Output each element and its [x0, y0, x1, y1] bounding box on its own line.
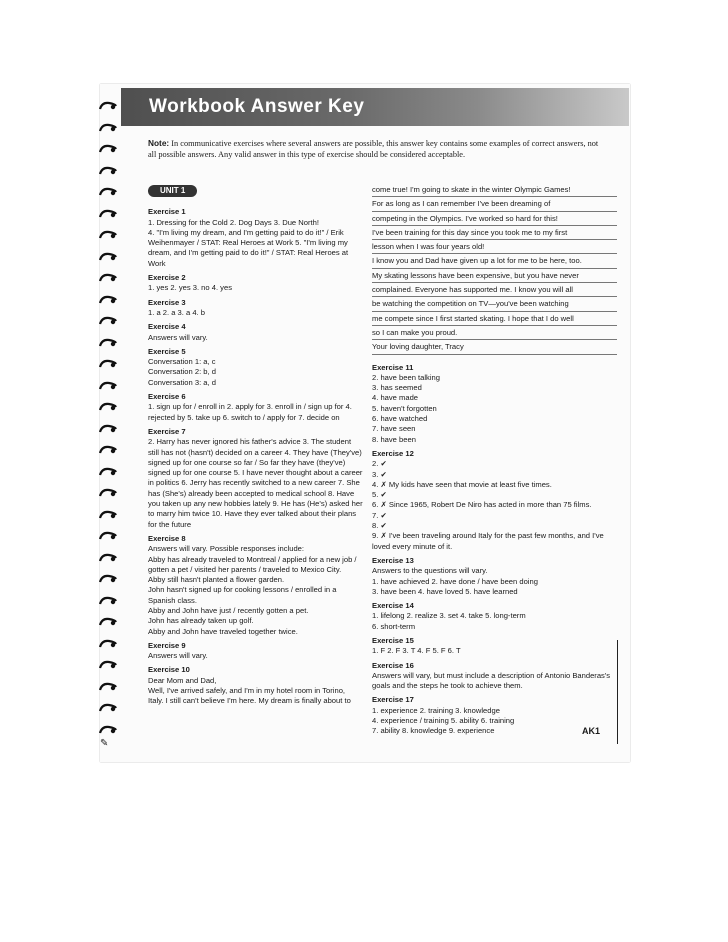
- answer-line: 4. experience / training 5. ability 6. training: [372, 716, 515, 726]
- answer-line: 2. Harry has never ignored his father's advice 3. The student still has not (hasn't) decided on a career 4. They have (They've) signed up for one course so far / So far they have (they've) signed up for one course 5. I have never thought about a career in politics 6. Jerry has recently switched to a new career 7. She has (She's) already been accepted to medical school 8. Have you taken up any new hobbies lately 9. He has (He's) asked her to marry him twice 10. Have they ever talked about their plans for the future: [148, 437, 363, 529]
- answer-line: Abby and John have just / recently gotten a pet.: [148, 605, 309, 615]
- answer-line: Abby still hasn't planted a flower garden.: [148, 575, 285, 585]
- binding-ring: [98, 552, 118, 564]
- answer-line: Well, I've arrived safely, and I'm in my hotel room in Torino,: [148, 686, 346, 696]
- binding-ring: [98, 616, 118, 628]
- letter-line: competing in the Olympics. I've worked so hard for this!: [372, 214, 617, 226]
- note-text: In communicative exercises where several answers are possible, this answer key contains some examples of correct answers, not all possible answers. Any valid answer in this type of exercise should be considered acceptable.: [148, 139, 599, 159]
- binding-ring: [98, 509, 118, 521]
- answer-line: 8. have been: [372, 434, 416, 444]
- answer-line: 1. experience 2. training 3. knowledge: [372, 705, 500, 715]
- answer-line: Abby has already traveled to Montreal / applied for a new job / gotten a pet / visited her parents / traveled to Mexico City.: [148, 554, 357, 574]
- spiral-binding: [98, 100, 120, 750]
- answer-line: 1. Dressing for the Cold 2. Dog Days 3. Due North!: [148, 217, 319, 227]
- exercise-title: Exercise 9: [148, 640, 186, 650]
- binding-ring: [98, 186, 118, 198]
- exercise-title: Exercise 12: [372, 448, 414, 458]
- binding-ring: [98, 358, 118, 370]
- exercise-title: Exercise 3: [148, 297, 186, 307]
- answer-line: 7. have seen: [372, 424, 416, 434]
- exercise-title: Exercise 10: [148, 665, 190, 675]
- page-title: Workbook Answer Key: [149, 96, 365, 117]
- page-edge-mark: [617, 640, 626, 744]
- letter-line: I know you and Dad have given up a lot for me to be here, too.: [372, 256, 617, 268]
- exercise-title: Exercise 6: [148, 392, 186, 402]
- answer-line: 3. ✔: [372, 469, 387, 479]
- answer-line: 7. ✔: [372, 510, 387, 520]
- note-label: Note:: [148, 138, 170, 148]
- left-column: [148, 185, 363, 707]
- letter-line: be watching the competition on TV—you've been watching: [372, 299, 617, 311]
- answer-line: 1. sign up for / enroll in 2. apply for 3. enroll in / sign up for 4. rejected by 5. take up 6. switch to / apply for 7. decide on: [148, 402, 352, 422]
- letter-line: I've been training for this day since you took me to my first: [372, 228, 617, 240]
- exercise-title: Exercise 15: [372, 635, 414, 645]
- answer-line: Conversation 3: a, d: [148, 377, 216, 387]
- binding-ring: [98, 423, 118, 435]
- binding-ring: [98, 681, 118, 693]
- answer-line: 7. ability 8. knowledge 9. experience: [372, 726, 495, 736]
- answer-line: Answers will vary. Possible responses include:: [148, 544, 305, 554]
- exercise-title: Exercise 2: [148, 273, 186, 283]
- letter-line: For as long as I can remember I've been dreaming of: [372, 199, 617, 211]
- binding-ring: [98, 659, 118, 671]
- binding-ring: [98, 122, 118, 134]
- answer-line: Answers will vary, but must include a description of Antonio Banderas's goals and the steps he took to achieve them.: [372, 670, 611, 691]
- letter-line: come true! I'm going to skate in the winter Olympic Games!: [372, 185, 617, 197]
- binding-ring: [98, 380, 118, 392]
- answer-line: 5. haven't forgotten: [372, 403, 437, 413]
- exercise-title: Exercise 14: [372, 601, 414, 611]
- exercise-title: Exercise 17: [372, 695, 414, 705]
- answer-line: Abby and John have traveled together twice.: [148, 626, 298, 636]
- exercise-title: Exercise 11: [372, 362, 414, 372]
- binding-ring: [98, 573, 118, 585]
- letter-line: My skating lessons have been expensive, but you have never: [372, 271, 617, 283]
- answer-line: John hasn't signed up for cooking lessons / enrolled in a Spanish class.: [148, 585, 337, 605]
- exercise-title: Exercise 1: [148, 207, 186, 217]
- unit-badge: UNIT 1: [148, 185, 197, 197]
- answer-line: Conversation 1: a, c: [148, 357, 216, 367]
- binding-ring: [98, 165, 118, 177]
- answer-line: 6. short-term: [372, 621, 416, 631]
- answer-line: 2. have been talking: [372, 372, 440, 382]
- exercise-title: Exercise 5: [148, 346, 186, 356]
- exercise-title: Exercise 13: [372, 555, 414, 565]
- answer-line: 3. has seemed: [372, 383, 422, 393]
- binding-ring: [98, 724, 118, 736]
- letter-line: lesson when I was four years old!: [372, 242, 617, 254]
- answer-line: 4. have made: [372, 393, 419, 403]
- answer-line: 1. a 2. a 3. a 4. b: [148, 307, 205, 317]
- binding-ring: [98, 444, 118, 456]
- answer-line: 1. F 2. F 3. T 4. F 5. F 6. T: [372, 646, 461, 656]
- answer-line: 4. ✗ My kids have seen that movie at least five times.: [372, 479, 552, 489]
- letter-line: so I can make you proud.: [372, 328, 617, 340]
- exercise-title: Exercise 4: [148, 322, 186, 332]
- binding-ring: [98, 294, 118, 306]
- binding-ring: [98, 229, 118, 241]
- answer-line: 4. "I'm living my dream, and I'm getting paid to do it!" / Erik Weihenmayer / STAT: Real Heroes at Work 5. "I'm living my dream, and I'm getting paid to do it!" / STAT: Real Heroes at Work: [148, 227, 349, 268]
- answer-line: 1. have achieved 2. have done / have been doing: [372, 576, 538, 586]
- binding-ring: [98, 595, 118, 607]
- answer-line: 3. have been 4. have loved 5. have learned: [372, 586, 518, 596]
- binding-ring: [98, 702, 118, 714]
- binding-ring: [98, 315, 118, 327]
- corner-scribble: ✎: [100, 738, 109, 749]
- answer-line: 1. yes 2. yes 3. no 4. yes: [148, 283, 232, 293]
- binding-ring: [98, 638, 118, 650]
- binding-ring: [98, 100, 118, 112]
- answer-line: 2. ✔: [372, 459, 387, 469]
- binding-ring: [98, 272, 118, 284]
- letter-continuation: [372, 185, 617, 359]
- binding-ring: [98, 401, 118, 413]
- binding-ring: [98, 337, 118, 349]
- exercise-title: Exercise 16: [372, 660, 414, 670]
- binding-ring: [98, 487, 118, 499]
- answer-line: 1. lifelong 2. realize 3. set 4. take 5. long-term: [372, 611, 526, 621]
- answer-line: 6. have watched: [372, 414, 428, 424]
- letter-line: me compete since I first started skating. I hope that I do well: [372, 314, 617, 326]
- answer-line: 5. ✔: [372, 490, 387, 500]
- binding-ring: [98, 530, 118, 542]
- letter-line: Your loving daughter, Tracy: [372, 342, 617, 354]
- left-exercise-list: [148, 207, 363, 706]
- answer-line: Answers will vary.: [148, 332, 208, 342]
- answer-line: John has already taken up golf.: [148, 616, 254, 626]
- exercise-title: Exercise 8: [148, 533, 186, 543]
- answer-line: Italy. I still can't believe I'm here. My dream is finally about to: [148, 696, 351, 706]
- answer-line: 8. ✔: [372, 521, 387, 531]
- answer-line: Conversation 2: b, d: [148, 367, 216, 377]
- letter-line: complained. Everyone has supported me. I know you will all: [372, 285, 617, 297]
- answer-line: Answers to the questions will vary.: [372, 566, 488, 576]
- answer-line: 6. ✗ Since 1965, Robert De Niro has acted in more than 75 films.: [372, 500, 592, 510]
- binding-ring: [98, 251, 118, 263]
- binding-ring: [98, 466, 118, 478]
- answer-line: Dear Mom and Dad,: [148, 675, 217, 685]
- page-header-banner: [121, 88, 629, 126]
- right-column: [372, 185, 617, 737]
- right-exercise-list: [372, 363, 617, 737]
- binding-ring: [98, 208, 118, 220]
- page-number: AK1: [582, 726, 601, 736]
- exercise-title: Exercise 7: [148, 426, 186, 436]
- answer-line: 9. ✗ I've been traveling around Italy for the past few months, and I've loved every minute of it.: [372, 531, 604, 551]
- answer-line: Answers will vary.: [148, 651, 208, 661]
- binding-ring: [98, 143, 118, 155]
- note-paragraph: [148, 138, 608, 160]
